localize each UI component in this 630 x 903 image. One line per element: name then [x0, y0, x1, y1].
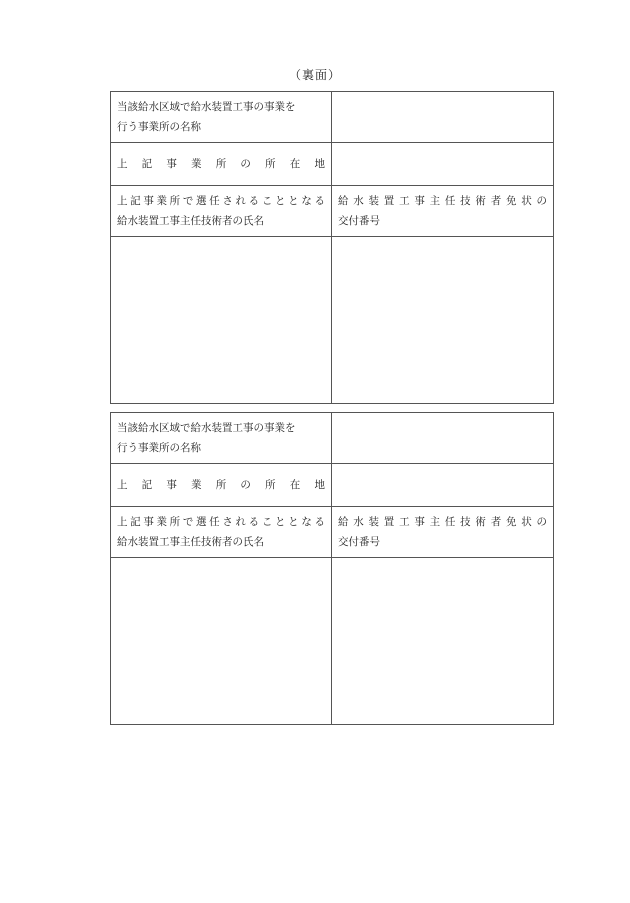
- engineer-name-label: [111, 507, 332, 558]
- office-name-label: [111, 92, 332, 143]
- office-name-label-line2: 行う事業所の名称: [117, 121, 201, 133]
- office-name-label-line1: 当該給水区域で給水装置工事の事業を: [117, 101, 296, 113]
- engineer-name-field[interactable]: [111, 237, 332, 404]
- office-address-label-text: 上記事業所の所在地: [117, 158, 325, 170]
- license-number-field[interactable]: [332, 237, 554, 404]
- office-name-label-line2: 行う事業所の名称: [117, 442, 201, 454]
- engineer-name-field[interactable]: [111, 558, 332, 725]
- license-number-label-line1: 給水装置工事主任技術者免状の: [338, 516, 547, 528]
- office-name-field[interactable]: [332, 92, 554, 143]
- engineer-header-row: [111, 507, 554, 558]
- engineer-entry-row: [111, 558, 554, 725]
- engineer-name-label-line1: 上記事業所で選任されることとなる: [117, 195, 325, 207]
- office-form-table-2: [110, 412, 554, 725]
- office-name-row: [111, 92, 554, 143]
- office-address-field[interactable]: [332, 143, 554, 186]
- engineer-entry-row: [111, 237, 554, 404]
- office-address-field[interactable]: [332, 464, 554, 507]
- office-form-table-1: [110, 91, 554, 404]
- engineer-name-label-line2: 給水装置工事主任技術者の氏名: [117, 536, 264, 548]
- office-name-field[interactable]: [332, 413, 554, 464]
- office-name-label-line1: 当該給水区域で給水装置工事の事業を: [117, 422, 296, 434]
- engineer-name-label-line2: 給水装置工事主任技術者の氏名: [117, 215, 264, 227]
- engineer-name-label-line1: 上記事業所で選任されることとなる: [117, 516, 325, 528]
- office-address-row: [111, 464, 554, 507]
- license-number-field[interactable]: [332, 558, 554, 725]
- engineer-header-row: [111, 186, 554, 237]
- license-number-label-line1: 給水装置工事主任技術者免状の: [338, 195, 547, 207]
- license-number-label-line2: 交付番号: [338, 215, 380, 227]
- office-address-label: [111, 143, 332, 186]
- engineer-name-label: [111, 186, 332, 237]
- license-number-label: [332, 186, 554, 237]
- office-address-label: [111, 464, 332, 507]
- office-name-row: [111, 413, 554, 464]
- license-number-label: [332, 507, 554, 558]
- office-name-label: [111, 413, 332, 464]
- page-title: （裏面）: [288, 68, 341, 82]
- license-number-label-line2: 交付番号: [338, 536, 380, 548]
- office-address-row: [111, 143, 554, 186]
- office-address-label-text: 上記事業所の所在地: [117, 479, 325, 491]
